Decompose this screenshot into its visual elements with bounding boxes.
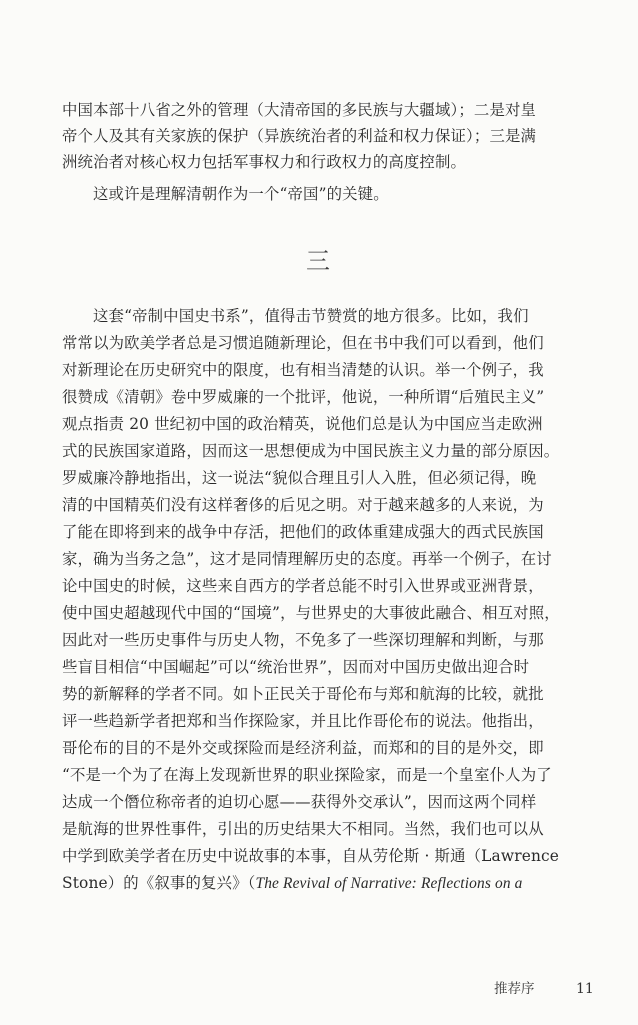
text-line: 哥伦布的目的不是外交或探险而是经济利益，而郑和的目的是外交，即 xyxy=(62,739,544,757)
text-line: Stone）的《叙事的复兴》（The Revival of Narrative: Reflections on a xyxy=(62,874,523,892)
text-line: 清的中国精英们没有这样奢侈的后见之明。对于越来越多的人来说，为 xyxy=(62,496,544,514)
text-line: 帝个人及其有关家族的保护（异族统治者的利益和权力保证）；三是满 xyxy=(62,127,537,145)
text-line: 观点指责 20 世纪初中国的政治精英，说他们总是认为中国应当走欧洲 xyxy=(62,415,543,433)
text-line: 家，确为当务之急”，这才是同情理解历史的态度。再举一个例子，在讨 xyxy=(62,550,552,568)
text-line: 使中国史超越现代中国的“国境”，与世界史的大事彼此融合、相互对照， xyxy=(62,604,560,622)
text-line: 中学到欧美学者在历史中说故事的本事，自从劳伦斯 · 斯通（Lawrence xyxy=(62,847,560,865)
text-line: 评一些趋新学者把郑和当作探险家，并且比作哥伦布的说法。他指出， xyxy=(62,712,544,730)
text-line: 些盲目相信“中国崛起”可以“统治世界”，因而对中国历史做出迎合时 xyxy=(62,658,530,676)
text-line: 对新理论在历史研究中的限度，也有相当清楚的认识。举一个例子，我 xyxy=(62,361,544,379)
text-line: 中国本部十八省之外的管理（大清帝国的多民族与大疆域）；二是对皇 xyxy=(62,101,537,119)
text-line: 了能在即将到来的战争中存活，把他们的政体重建成强大的西式民族国 xyxy=(62,523,544,541)
text-line: 罗威廉冷静地指出，这一说法“貌似合理且引人入胜，但必须记得，晚 xyxy=(62,469,537,487)
text-line: 这或许是理解清朝作为一个“帝国”的关键。 xyxy=(93,185,389,203)
text-line: 很赞成《清朝》卷中罗威廉的一个批评，他说，一种所谓“后殖民主义” xyxy=(62,388,545,406)
text-line: 是航海的世界性事件，引出的历史结果大不相同。当然，我们也可以从 xyxy=(62,820,544,838)
text-line: 势的新解释的学者不同。如卜正民关于哥伦布与郑和航海的比较，就批 xyxy=(62,685,544,703)
text-line: 这套“帝制中国史书系”，值得击节赞赏的地方很多。比如，我们 xyxy=(93,307,529,325)
text-line: 达成一个僭位称帝者的迫切心愿——获得外交承认”，因而这两个同样 xyxy=(62,793,537,811)
running-footer-label: 推荐序 xyxy=(494,981,535,997)
text-line: “不是一个为了在海上发现新世界的职业探险家，而是一个皇室仆人为了 xyxy=(62,766,552,784)
text-line: 洲统治者对核心权力包括军事权力和行政权力的高度控制。 xyxy=(62,153,467,171)
page-number: 11 xyxy=(576,981,594,997)
text-line: 论中国史的时候，这些来自西方的学者总能不时引入世界或亚洲背景， xyxy=(62,577,544,595)
text-line: 式的民族国家道路，因而这一思想便成为中国民族主义力量的部分原因。 xyxy=(62,442,560,460)
section-heading: 三 xyxy=(306,247,332,275)
text-line: 因此对一些历史事件与历史人物，不免多了一些深切理解和判断，与那 xyxy=(62,631,544,649)
text-line: 常常以为欧美学者总是习惯追随新理论，但在书中我们可以看到，他们 xyxy=(62,334,544,352)
